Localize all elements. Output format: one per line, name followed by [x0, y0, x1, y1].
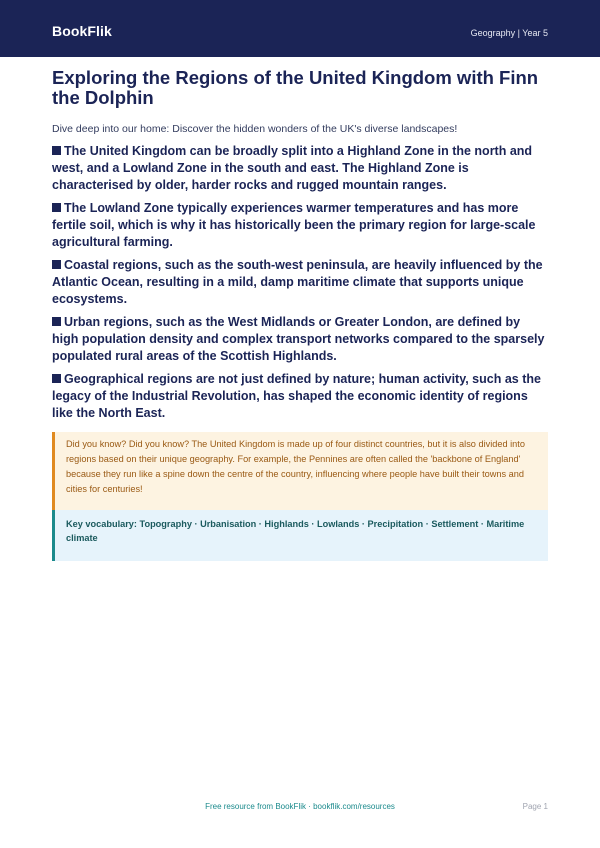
footer-resource-link[interactable]: Free resource from BookFlik · bookflik.com/resources	[205, 802, 395, 811]
key-point-text: Urban regions, such as the West Midlands or Greater London, are defined by high population density and complex transport networks compared to the sparsely populated rural areas of the Scottish Highlands.	[52, 315, 545, 363]
header-meta: Geography | Year 5	[470, 28, 548, 38]
key-point	[52, 371, 548, 422]
square-bullet-icon	[52, 317, 61, 326]
brand-logo: BookFlik	[52, 23, 112, 39]
page-header	[0, 0, 600, 57]
key-point	[52, 257, 548, 308]
square-bullet-icon	[52, 146, 61, 155]
did-you-know-callout: Did you know? Did you know? The United Kingdom is made up of four distinct countries, but it is also divided into regions based on their unique geography. For example, the Pennines are often called the 'backbone of England' because they run like a spine down the centre of the country, influencing where people have built their towns and cities for centuries!	[52, 432, 548, 510]
page-title: Exploring the Regions of the United Kingdom with Finn the Dolphin	[52, 67, 539, 108]
key-point-text: The Lowland Zone typically experiences warmer temperatures and has more fertile soil, which is why it has historically been the primary region for large-scale agricultural farming.	[52, 201, 536, 249]
key-point-text: Coastal regions, such as the south-west peninsula, are heavily influenced by the Atlantic Ocean, resulting in a mild, damp maritime climate that supports unique ecosystems.	[52, 258, 543, 306]
key-point	[52, 314, 548, 365]
page-number: Page 1	[522, 802, 548, 811]
page-subtitle: Dive deep into our home: Discover the hidden wonders of the UK's diverse landscapes!	[52, 123, 458, 135]
key-point-text: Geographical regions are not just defined by nature; human activity, such as the legacy of the Industrial Revolution, has shaped the economic identity of regions like the North East.	[52, 372, 541, 420]
key-vocabulary-box: Key vocabulary: Topography · Urbanisation · Highlands · Lowlands · Precipitation · Settlement · Maritime climate	[52, 510, 548, 561]
square-bullet-icon	[52, 260, 61, 269]
square-bullet-icon	[52, 203, 61, 212]
key-point	[52, 143, 548, 194]
square-bullet-icon	[52, 374, 61, 383]
key-points-list	[52, 143, 548, 428]
key-point	[52, 200, 548, 251]
key-point-text: The United Kingdom can be broadly split into a Highland Zone in the north and west, and a Lowland Zone in the south and east. The Highland Zone is characterised by older, harder rocks and rugged mountain ranges.	[52, 144, 533, 192]
